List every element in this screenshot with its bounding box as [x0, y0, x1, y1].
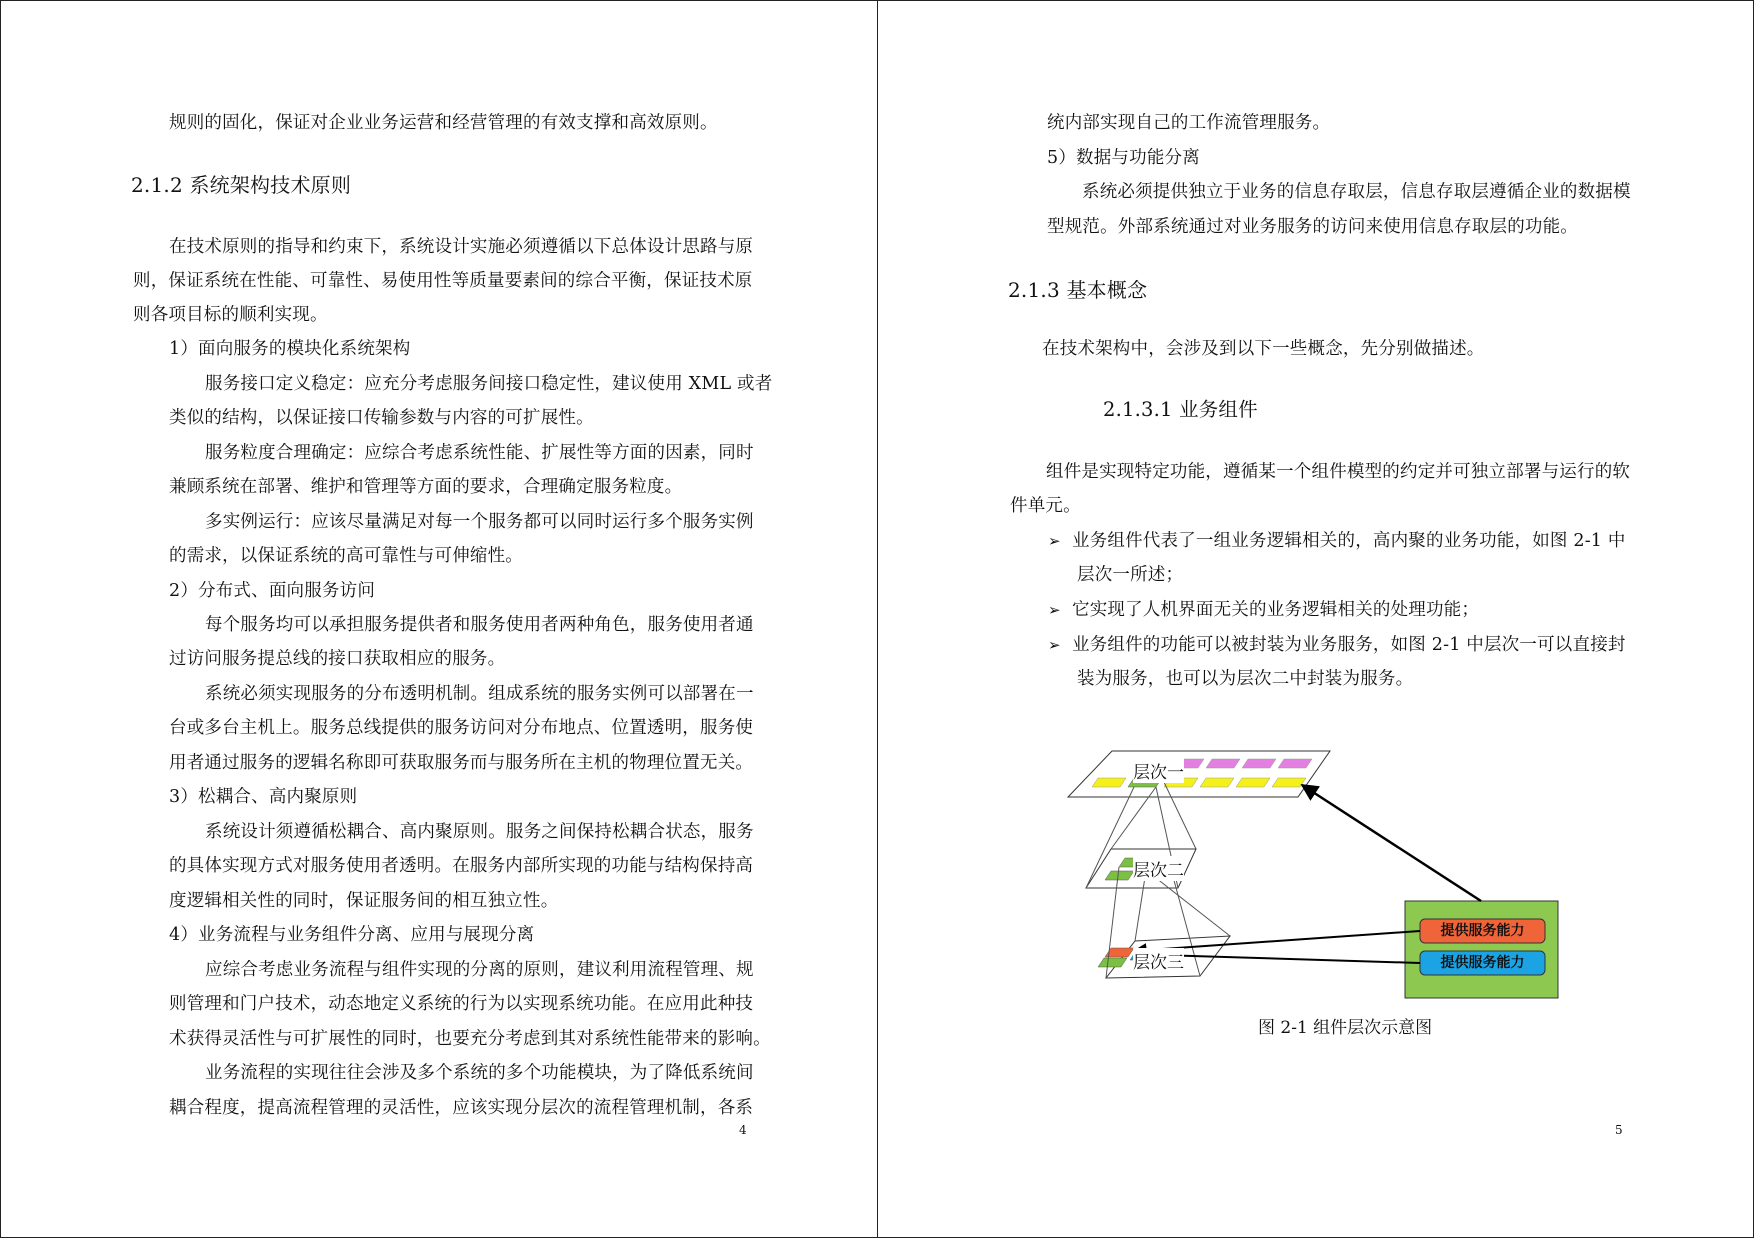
bullet-item: 它实现了人机界面无关的业务逻辑相关的处理功能； — [1072, 600, 1480, 620]
paragraph-line: 的具体实现方式对服务使用者透明。在服务内部所实现的功能与结构保持高 — [169, 856, 754, 876]
list-heading: 3）松耦合、高内聚原则 — [169, 787, 358, 807]
subsection-heading: 2.1.3.1 业务组件 — [1103, 398, 1258, 421]
yellow-component-tile — [1272, 778, 1306, 787]
pink-component-tile — [1206, 759, 1240, 768]
list-heading: 5）数据与功能分离 — [1047, 148, 1200, 168]
pink-component-tile — [1278, 759, 1312, 768]
paragraph-line: 过访问服务提总线的接口获取相应的服务。 — [169, 649, 506, 669]
list-heading: 4）业务流程与业务组件分离、应用与展现分离 — [169, 925, 535, 945]
capability-label: 提供服务能力 — [1440, 955, 1525, 971]
capability-panel — [1405, 901, 1558, 998]
bullet-arrow-icon: ➢ — [1048, 636, 1061, 654]
paragraph-line: 则管理和门户技术，动态地定义系统的行为以实现系统功能。在应用此种技 — [169, 994, 754, 1014]
paragraph-line: 每个服务均可以承担服务提供者和服务使用者两种角色，服务使用者通 — [205, 615, 754, 635]
yellow-component-tile — [1200, 778, 1234, 787]
list-heading: 2）分布式、面向服务访问 — [169, 581, 376, 601]
figure-canvas — [878, 1, 1754, 1239]
paragraph-line: 业务流程的实现往往会涉及多个系统的多个功能模块，为了降低系统间 — [205, 1063, 754, 1083]
yellow-component-tile — [1236, 778, 1270, 787]
paragraph-line: 在技术架构中，会涉及到以下一些概念，先分别做描述。 — [1042, 339, 1485, 359]
paragraph-line: 类似的结构，以保证接口传输参数与内容的可扩展性。 — [169, 408, 594, 428]
figure-caption: 图 2-1 组件层次示意图 — [1258, 1018, 1433, 1038]
capability-label: 提供服务能力 — [1440, 923, 1525, 939]
paragraph-line: 则各项目标的顺利实现。 — [133, 305, 328, 325]
bullet-arrow-icon: ➢ — [1048, 532, 1061, 550]
paragraph-line: 系统必须实现服务的分布透明机制。组成系统的服务实例可以部署在一 — [205, 684, 754, 704]
paragraph-line: 耦合程度，提高流程管理的灵活性，应该实现分层次的流程管理机制，各系 — [169, 1098, 754, 1118]
paragraph-line: 多实例运行：应该尽量满足对每一个服务都可以同时运行多个服务实例 — [205, 512, 754, 532]
bullet-item: 业务组件代表了一组业务逻辑相关的，高内聚的业务功能，如图 2-1 中 — [1072, 531, 1626, 551]
paragraph-line: 应综合考虑业务流程与组件实现的分离的原则，建议利用流程管理、规 — [205, 960, 754, 980]
layer-one-plane — [1068, 751, 1330, 797]
level-three-label: 层次三 — [1133, 948, 1184, 973]
paragraph-line: 则，保证系统在性能、可靠性、易使用性等质量要素间的综合平衡，保证技术原 — [133, 271, 753, 291]
section-heading: 2.1.3 基本概念 — [1008, 278, 1148, 302]
paragraph-line: 服务粒度合理确定：应综合考虑系统性能、扩展性等方面的因素，同时 — [205, 443, 754, 463]
bullet-item: 业务组件的功能可以被封装为业务服务，如图 2-1 中层次一可以直接封 — [1072, 635, 1626, 655]
bullet-item-continuation: 层次一所述； — [1077, 565, 1184, 585]
paragraph-line: 度逻辑相关性的同时，保证服务间的相互独立性。 — [169, 891, 559, 911]
level-two-label: 层次二 — [1133, 856, 1184, 881]
paragraph-line: 规则的固化，保证对企业业务运营和经营管理的有效支撑和高效原则。 — [169, 113, 718, 133]
paragraph-line: 系统必须提供独立于业务的信息存取层，信息存取层遵循企业的数据模 — [1082, 182, 1631, 202]
bullet-arrow-icon: ➢ — [1048, 601, 1061, 619]
list-heading: 1）面向服务的模块化系统架构 — [169, 339, 411, 359]
paragraph-line: 组件是实现特定功能，遵循某一个组件模型的约定并可独立部署与运行的软 — [1046, 462, 1631, 482]
paragraph-line: 兼顾系统在部署、维护和管理等方面的要求，合理确定服务粒度。 — [169, 477, 683, 497]
right-page — [877, 0, 1754, 1238]
level-one-label: 层次一 — [1133, 758, 1184, 783]
paragraph-line: 统内部实现自己的工作流管理服务。 — [1047, 113, 1331, 133]
paragraph-line: 服务接口定义稳定：应充分考虑服务间接口稳定性，建议使用 XML 或者 — [205, 374, 773, 394]
pink-component-tile — [1242, 759, 1276, 768]
left-page — [0, 0, 878, 1238]
paragraph-line: 在技术原则的指导和约束下，系统设计实施必须遵循以下总体设计思路与原 — [169, 237, 754, 257]
paragraph-line: 台或多台主机上。服务总线提供的服务访问对分布地点、位置透明，服务使 — [169, 718, 754, 738]
paragraph-line: 系统设计须遵循松耦合、高内聚原则。服务之间保持松耦合状态，服务 — [205, 822, 754, 842]
paragraph-line: 的需求，以保证系统的高可靠性与可伸缩性。 — [169, 546, 523, 566]
bullet-item-continuation: 装为服务，也可以为层次二中封装为服务。 — [1077, 669, 1414, 689]
yellow-component-tile — [1092, 778, 1126, 787]
section-heading: 2.1.2 系统架构技术原则 — [131, 173, 352, 197]
paragraph-line: 型规范。外部系统通过对业务服务的访问来使用信息存取层的功能。 — [1047, 217, 1578, 237]
page-number: 4 — [739, 1123, 747, 1137]
paragraph-line: 件单元。 — [1010, 496, 1081, 516]
paragraph-line: 用者通过服务的逻辑名称即可获取服务而与服务所在主机的物理位置无关。 — [169, 753, 754, 773]
paragraph-line: 术获得灵活性与可扩展性的同时，也要充分考虑到其对系统性能带来的影响。 — [169, 1029, 771, 1049]
page-number: 5 — [1615, 1123, 1623, 1137]
